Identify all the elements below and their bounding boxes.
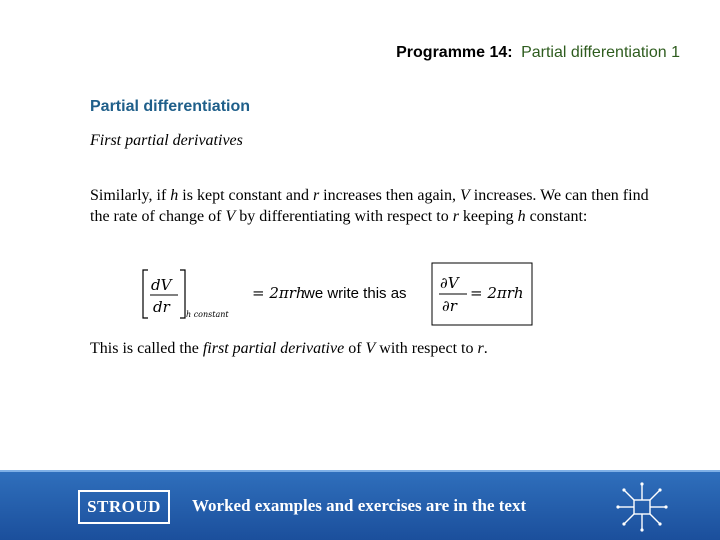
variable-r: r <box>452 208 459 225</box>
section-title: Partial differentiation <box>90 98 251 115</box>
conclusion-part: This is called the <box>90 340 203 357</box>
paragraph-text: keeping <box>458 208 518 225</box>
conclusion-part: . <box>483 340 488 357</box>
topic-label: Partial differentiation 1 <box>521 44 680 61</box>
variable-r: r <box>312 187 320 204</box>
paragraph-text: Similarly, if <box>90 187 171 204</box>
programme-label: Programme 14: <box>396 44 513 61</box>
equation-right-rhs: = 2πrh <box>470 284 524 302</box>
network-logo-icon <box>614 482 670 532</box>
subsection-title: First partial derivatives <box>90 132 243 149</box>
subscript-label: h constant <box>186 310 229 319</box>
variable-v: V <box>460 187 470 204</box>
page-header <box>396 44 680 62</box>
footer-note: Worked examples and exercises are in the text <box>192 496 527 515</box>
variable-v: V <box>225 208 236 225</box>
conclusion-text <box>90 340 488 358</box>
paragraph-text: increases. We can then find the rate of change of <box>90 187 649 225</box>
paragraph-text: by differentiating with respect to <box>235 208 453 225</box>
equation-left-rhs: = 2πrh <box>252 284 306 302</box>
variable-h: h <box>170 187 179 204</box>
paragraph-text: increases then again, <box>319 187 460 204</box>
variable-v: V <box>365 340 376 357</box>
conclusion-part: with respect to <box>375 340 478 357</box>
conclusion-part: of <box>344 340 366 357</box>
partial-derivative-denominator: ∂r <box>442 297 457 315</box>
middle-text: we write this as <box>304 285 407 302</box>
stroud-brand-box: STROUD <box>78 490 170 524</box>
variable-r: r <box>477 340 484 357</box>
paragraph-text: is kept constant and <box>178 187 313 204</box>
variable-h: h <box>517 208 526 225</box>
ordinary-derivative-numerator: dV <box>151 276 172 294</box>
partial-derivative-numerator: ∂V <box>440 274 459 292</box>
conclusion-emphasis: first partial derivative <box>202 340 345 357</box>
derivative-formula <box>140 262 540 326</box>
body-paragraph <box>90 185 650 227</box>
paragraph-text: constant: <box>525 208 588 225</box>
ordinary-derivative-denominator: dr <box>153 298 170 316</box>
